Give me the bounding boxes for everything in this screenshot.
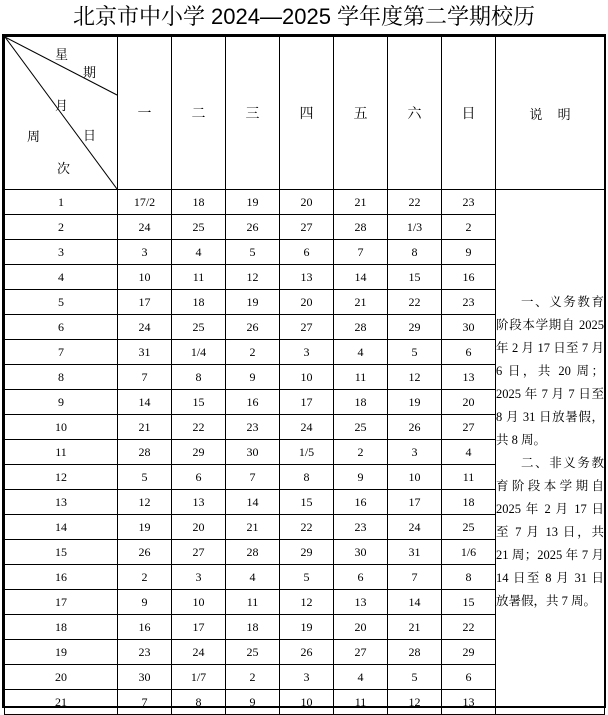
week-number-cell: 4 — [5, 265, 118, 290]
date-cell: 14 — [226, 490, 280, 515]
date-cell: 2 — [334, 440, 388, 465]
date-cell: 12 — [118, 490, 172, 515]
date-cell: 9 — [334, 465, 388, 490]
date-cell: 21 — [334, 190, 388, 215]
date-cell: 20 — [334, 615, 388, 640]
date-cell: 18 — [172, 290, 226, 315]
date-cell: 28 — [334, 315, 388, 340]
date-cell: 30 — [226, 440, 280, 465]
week-number-cell: 19 — [5, 640, 118, 665]
table-header-row — [5, 37, 605, 190]
date-cell: 30 — [442, 315, 496, 340]
date-cell: 25 — [172, 315, 226, 340]
date-cell: 13 — [334, 590, 388, 615]
date-cell: 9 — [442, 240, 496, 265]
date-cell: 11 — [334, 365, 388, 390]
calendar-table-frame — [2, 34, 606, 708]
table-row — [5, 190, 605, 215]
week-number-cell: 5 — [5, 290, 118, 315]
corner-label-weekday-2: 期 — [83, 65, 97, 80]
date-cell: 3 — [388, 440, 442, 465]
date-cell: 19 — [226, 190, 280, 215]
week-number-cell: 1 — [5, 190, 118, 215]
date-cell: 19 — [226, 290, 280, 315]
date-cell: 3 — [118, 240, 172, 265]
date-cell: 8 — [172, 365, 226, 390]
date-cell: 27 — [280, 315, 334, 340]
date-cell: 28 — [226, 540, 280, 565]
date-cell: 2 — [442, 215, 496, 240]
date-cell: 6 — [172, 465, 226, 490]
date-cell: 22 — [280, 515, 334, 540]
corner-label-day: 日 — [83, 128, 97, 143]
date-cell: 28 — [334, 215, 388, 240]
date-cell: 12 — [280, 590, 334, 615]
date-cell: 30 — [118, 665, 172, 690]
date-cell: 29 — [442, 640, 496, 665]
date-cell: 8 — [172, 690, 226, 715]
date-cell: 15 — [172, 390, 226, 415]
week-number-cell: 7 — [5, 340, 118, 365]
date-cell: 16 — [442, 265, 496, 290]
date-cell: 16 — [334, 490, 388, 515]
date-cell: 8 — [388, 240, 442, 265]
date-cell: 12 — [388, 365, 442, 390]
date-cell: 5 — [226, 240, 280, 265]
week-number-cell: 8 — [5, 365, 118, 390]
column-header-wednesday: 三 — [226, 37, 280, 190]
date-cell: 10 — [172, 590, 226, 615]
date-cell: 20 — [172, 515, 226, 540]
date-cell: 8 — [442, 565, 496, 590]
date-cell: 9 — [226, 690, 280, 715]
date-cell: 15 — [280, 490, 334, 515]
date-cell: 27 — [280, 215, 334, 240]
date-cell: 25 — [226, 640, 280, 665]
week-number-cell: 20 — [5, 665, 118, 690]
date-cell: 6 — [280, 240, 334, 265]
date-cell: 17 — [172, 615, 226, 640]
date-cell: 20 — [280, 190, 334, 215]
date-cell: 5 — [388, 340, 442, 365]
date-cell: 17/2 — [118, 190, 172, 215]
date-cell: 5 — [280, 565, 334, 590]
date-cell: 30 — [334, 540, 388, 565]
date-cell: 28 — [118, 440, 172, 465]
date-cell: 23 — [226, 415, 280, 440]
date-cell: 9 — [226, 365, 280, 390]
date-cell: 15 — [388, 265, 442, 290]
corner-label-weekday-1: 星 — [55, 47, 69, 62]
date-cell: 2 — [118, 565, 172, 590]
date-cell: 21 — [226, 515, 280, 540]
date-cell: 19 — [118, 515, 172, 540]
date-cell: 21 — [334, 290, 388, 315]
date-cell: 23 — [118, 640, 172, 665]
column-header-notes: 说 明 — [496, 37, 605, 190]
date-cell: 26 — [388, 415, 442, 440]
date-cell: 17 — [280, 390, 334, 415]
date-cell: 5 — [118, 465, 172, 490]
date-cell: 11 — [226, 590, 280, 615]
date-cell: 29 — [388, 315, 442, 340]
date-cell: 18 — [334, 390, 388, 415]
date-cell: 14 — [118, 390, 172, 415]
date-cell: 24 — [172, 640, 226, 665]
date-cell: 4 — [334, 665, 388, 690]
week-number-cell: 16 — [5, 565, 118, 590]
date-cell: 20 — [280, 290, 334, 315]
date-cell: 22 — [388, 290, 442, 315]
date-cell: 22 — [172, 415, 226, 440]
date-cell: 24 — [280, 415, 334, 440]
date-cell: 2 — [226, 665, 280, 690]
column-header-saturday: 六 — [388, 37, 442, 190]
date-cell: 15 — [442, 590, 496, 615]
date-cell: 13 — [442, 365, 496, 390]
date-cell: 24 — [388, 515, 442, 540]
date-cell: 22 — [388, 190, 442, 215]
date-cell: 7 — [118, 690, 172, 715]
date-cell: 11 — [442, 465, 496, 490]
date-cell: 7 — [118, 365, 172, 390]
date-cell: 12 — [226, 265, 280, 290]
date-cell: 4 — [172, 240, 226, 265]
date-cell: 7 — [334, 240, 388, 265]
week-number-cell: 18 — [5, 615, 118, 640]
date-cell: 2 — [226, 340, 280, 365]
column-header-tuesday: 二 — [172, 37, 226, 190]
date-cell: 14 — [388, 590, 442, 615]
date-cell: 29 — [280, 540, 334, 565]
date-cell: 17 — [118, 290, 172, 315]
week-number-cell: 11 — [5, 440, 118, 465]
date-cell: 23 — [442, 190, 496, 215]
date-cell: 19 — [280, 615, 334, 640]
date-cell: 9 — [118, 590, 172, 615]
page-title: 北京市中小学 2024—2025 学年度第二学期校历 — [72, 4, 536, 29]
column-header-friday: 五 — [334, 37, 388, 190]
corner-label-week-2: 次 — [57, 161, 71, 176]
date-cell: 21 — [118, 415, 172, 440]
date-cell: 10 — [280, 365, 334, 390]
week-number-cell: 17 — [5, 590, 118, 615]
date-cell: 24 — [118, 215, 172, 240]
date-cell: 28 — [388, 640, 442, 665]
date-cell: 23 — [334, 515, 388, 540]
date-cell: 3 — [280, 340, 334, 365]
week-number-cell: 2 — [5, 215, 118, 240]
date-cell: 26 — [118, 540, 172, 565]
date-cell: 31 — [388, 540, 442, 565]
date-cell: 14 — [334, 265, 388, 290]
note-paragraph-2: 二、非义务教育阶段本学期自 2025 年 2 月 17 日至 7 月 13 日，共 21 周；2025 年 7 月 14 日至 8 月 31 日放暑假，共 7 周。 — [496, 456, 604, 608]
date-cell: 25 — [442, 515, 496, 540]
date-cell: 21 — [388, 615, 442, 640]
column-header-thursday: 四 — [280, 37, 334, 190]
week-number-cell: 14 — [5, 515, 118, 540]
column-header-sunday: 日 — [442, 37, 496, 190]
date-cell: 10 — [388, 465, 442, 490]
date-cell: 26 — [280, 640, 334, 665]
date-cell: 19 — [388, 390, 442, 415]
date-cell: 5 — [388, 665, 442, 690]
week-number-cell: 3 — [5, 240, 118, 265]
week-number-cell: 21 — [5, 690, 118, 715]
date-cell: 6 — [334, 565, 388, 590]
note-paragraph-1: 一、义务教育阶段本学期自 2025 年 2 月 17 日至 7 月 6 日，共 20 周；2025 年 7 月 7 日至 8 月 31 日放暑假，共 8 周。 — [496, 295, 604, 447]
date-cell: 7 — [388, 565, 442, 590]
date-cell: 18 — [226, 615, 280, 640]
date-cell: 10 — [118, 265, 172, 290]
date-cell: 13 — [172, 490, 226, 515]
date-cell: 1/5 — [280, 440, 334, 465]
date-cell: 24 — [118, 315, 172, 340]
date-cell: 26 — [226, 215, 280, 240]
date-cell: 22 — [442, 615, 496, 640]
date-cell: 31 — [118, 340, 172, 365]
week-number-cell: 9 — [5, 390, 118, 415]
date-cell: 18 — [442, 490, 496, 515]
date-cell: 10 — [280, 690, 334, 715]
week-number-cell: 10 — [5, 415, 118, 440]
date-cell: 4 — [334, 340, 388, 365]
date-cell: 13 — [442, 690, 496, 715]
date-cell: 13 — [280, 265, 334, 290]
header-corner-cell — [5, 37, 118, 190]
date-cell: 23 — [442, 290, 496, 315]
date-cell: 11 — [334, 690, 388, 715]
date-cell: 3 — [172, 565, 226, 590]
notes-cell — [496, 190, 605, 715]
date-cell: 26 — [226, 315, 280, 340]
date-cell: 20 — [442, 390, 496, 415]
date-cell: 1/4 — [172, 340, 226, 365]
date-cell: 25 — [172, 215, 226, 240]
date-cell: 18 — [172, 190, 226, 215]
corner-label-month: 月 — [55, 98, 69, 113]
column-header-monday: 一 — [118, 37, 172, 190]
date-cell: 6 — [442, 340, 496, 365]
date-cell: 11 — [172, 265, 226, 290]
week-number-cell: 12 — [5, 465, 118, 490]
school-calendar-table — [4, 36, 605, 715]
date-cell: 27 — [172, 540, 226, 565]
date-cell: 27 — [334, 640, 388, 665]
date-cell: 7 — [226, 465, 280, 490]
date-cell: 8 — [280, 465, 334, 490]
date-cell: 25 — [334, 415, 388, 440]
date-cell: 1/6 — [442, 540, 496, 565]
date-cell: 17 — [388, 490, 442, 515]
date-cell: 4 — [226, 565, 280, 590]
date-cell: 3 — [280, 665, 334, 690]
date-cell: 4 — [442, 440, 496, 465]
week-number-cell: 6 — [5, 315, 118, 340]
date-cell: 29 — [172, 440, 226, 465]
date-cell: 6 — [442, 665, 496, 690]
week-number-cell: 13 — [5, 490, 118, 515]
date-cell: 16 — [226, 390, 280, 415]
corner-label-week-1: 周 — [27, 129, 41, 144]
date-cell: 16 — [118, 615, 172, 640]
date-cell: 1/3 — [388, 215, 442, 240]
date-cell: 1/7 — [172, 665, 226, 690]
week-number-cell: 15 — [5, 540, 118, 565]
date-cell: 12 — [388, 690, 442, 715]
date-cell: 27 — [442, 415, 496, 440]
